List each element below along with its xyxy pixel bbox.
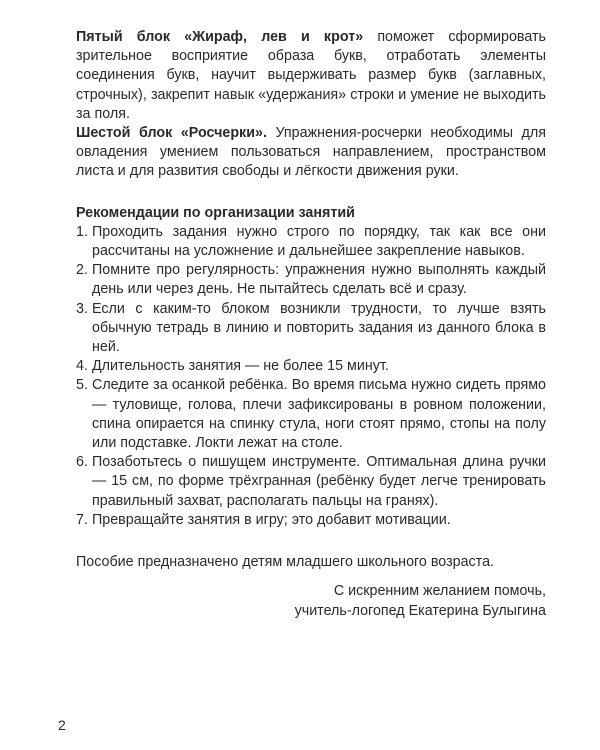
audience-note: Пособие предназначено детям младшего школьного возраста. xyxy=(76,554,494,571)
page-number: 2 xyxy=(58,717,66,733)
recommendations-heading: Рекомендации по организации занятий xyxy=(76,204,355,221)
block-five-text: поможет сформировать зрительное восприятие образа букв, отработать элементы соединения букв, научит выдерживать размер букв (заглавных, строчных), закрепит навык «удержания» строки и умение не выходить за поля. xyxy=(76,29,546,122)
list-item-text: Помните про регулярность: упражнения нужно выполнять каждый день или через день. Не пытайтесь сделать всё и сразу. xyxy=(92,262,546,298)
list-item-number: 7. xyxy=(76,511,88,528)
list-item-text: Превращайте занятия в игру; это добавит мотивации. xyxy=(92,511,451,528)
signature xyxy=(76,581,546,621)
list-item xyxy=(76,453,546,511)
list-item-number: 4. xyxy=(76,358,88,375)
list-item-number: 5. xyxy=(76,377,88,394)
list-item-number: 6. xyxy=(76,454,88,471)
list-item-text: Следите за осанкой ребёнка. Во время письма нужно сидеть прямо — туловище, голова, плечи зафиксированы в ровном положении, спина опирается на спинку стула, ноги стоят прямо, стопы на полу или подставке. Локти лежат на столе. xyxy=(92,377,546,452)
block-six-paragraph xyxy=(76,124,546,182)
list-item xyxy=(76,511,546,530)
list-item xyxy=(76,223,546,261)
list-item-text: Позаботьтесь о пишущем инструменте. Оптимальная длина ручки — 15 см, по форме трёхгранная (ребёнку будет легче тренировать правильный захват, располагать пальцы на гранях). xyxy=(92,454,546,509)
list-item xyxy=(76,261,546,299)
block-five-title: Пятый блок «Жираф, лев и крот» xyxy=(76,29,364,45)
list-item-number: 3. xyxy=(76,300,88,317)
page-content xyxy=(76,28,546,621)
signature-line-2: учитель-логопед Екатерина Булыгина xyxy=(294,603,546,620)
signature-line-1: С искренним желанием помочь, xyxy=(333,583,546,600)
list-item-text: Длительность занятия — не более 15 минут. xyxy=(92,358,389,375)
block-five-paragraph xyxy=(76,28,546,124)
list-item-number: 1. xyxy=(76,223,88,240)
list-item-text: Если с каким-то блоком возникли трудности, то лучше взять обычную тетрадь в линию и повторить задания из данного блока в ней. xyxy=(92,300,546,356)
list-item xyxy=(76,376,546,453)
recommendations-list xyxy=(76,223,546,530)
list-item-text: Проходить задания нужно строго по порядку, так как все они рассчитаны на усложнение и дальнейшее закрепление навыков. xyxy=(92,223,546,260)
block-six-text: Упражнения-росчерки необходимы для овладения умением пользоваться направлением, пространством листа и для развития свободы и лёгкости движения руки. xyxy=(76,125,546,180)
block-six-title: Шестой блок «Росчерки». xyxy=(76,125,267,142)
list-item-number: 2. xyxy=(76,262,88,279)
list-item xyxy=(76,300,546,358)
list-item xyxy=(76,357,546,376)
